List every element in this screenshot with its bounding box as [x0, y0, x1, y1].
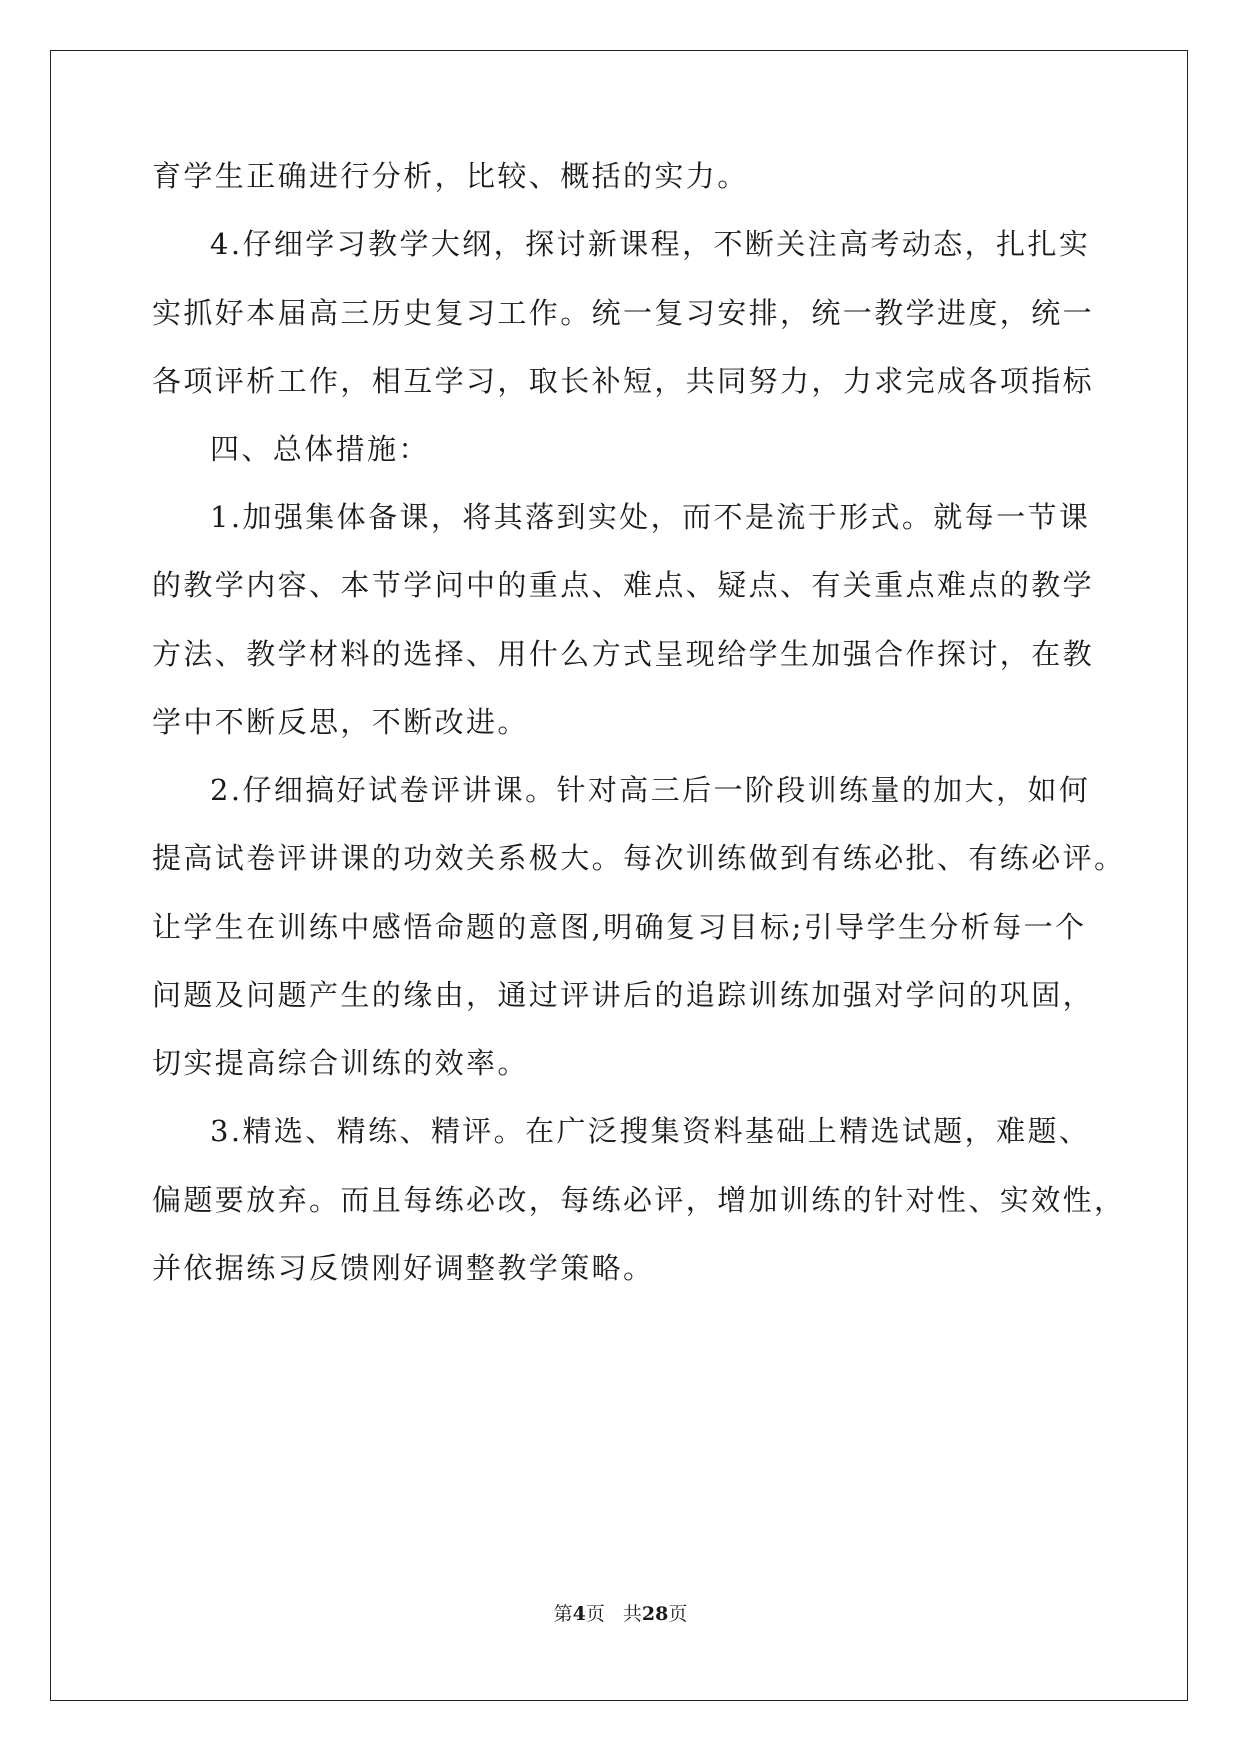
total-pages: 28: [641, 1603, 669, 1625]
body-line: 2.仔细搞好试卷评讲课。针对高三后一阶段训练量的加大，如何: [210, 773, 1091, 807]
body-line: 切实提高综合训练的效率。: [152, 1046, 529, 1080]
page-number: 4: [572, 1603, 586, 1625]
body-line: 育学生正确进行分析，比较、概括的实力。: [152, 159, 749, 193]
body-line: 3.精选、精练、精评。在广泛搜集资料基础上精选试题，难题、: [210, 1114, 1091, 1148]
body-line: 学中不断反思，不断改进。: [152, 705, 529, 739]
body-line: 偏题要放弃。而且每练必改，每练必评，增加训练的针对性、实效性，: [152, 1183, 1126, 1217]
page-unit: 页: [585, 1603, 605, 1625]
body-line: 4.仔细学习教学大纲，探讨新课程，不断关注高考动态，扎扎实: [210, 227, 1091, 261]
body-line: 实抓好本届高三历史复习工作。统一复习安排，统一教学进度，统一: [152, 296, 1095, 330]
body-line: 各项评析工作，相互学习，取长补短，共同努力，力求完成各项指标: [152, 364, 1095, 398]
page-prefix: 第: [553, 1603, 573, 1625]
body-line: 提高试卷评讲课的功效关系极大。每次训练做到有练必批、有练必评。: [152, 841, 1126, 875]
page-footer: [0, 1602, 1241, 1626]
section-heading: 四、总体措施：: [210, 432, 430, 466]
body-line: 1.加强集体备课，将其落到实处，而不是流于形式。就每一节课: [210, 500, 1091, 534]
body-line: 方法、教学材料的选择、用什么方式呈现给学生加强合作探讨，在教: [152, 637, 1095, 671]
body-line: 让学生在训练中感悟命题的意图,明确复习目标;引导学生分析每一个: [152, 910, 1087, 944]
body-line: 并依据练习反馈刚好调整教学策略。: [152, 1251, 655, 1285]
total-prefix: 共: [622, 1603, 642, 1625]
body-line: 问题及问题产生的缘由，通过评讲后的追踪训练加强对学问的巩固，: [152, 978, 1095, 1012]
total-unit: 页: [668, 1603, 688, 1625]
body-line: 的教学内容、本节学问中的重点、难点、疑点、有关重点难点的教学: [152, 568, 1095, 602]
